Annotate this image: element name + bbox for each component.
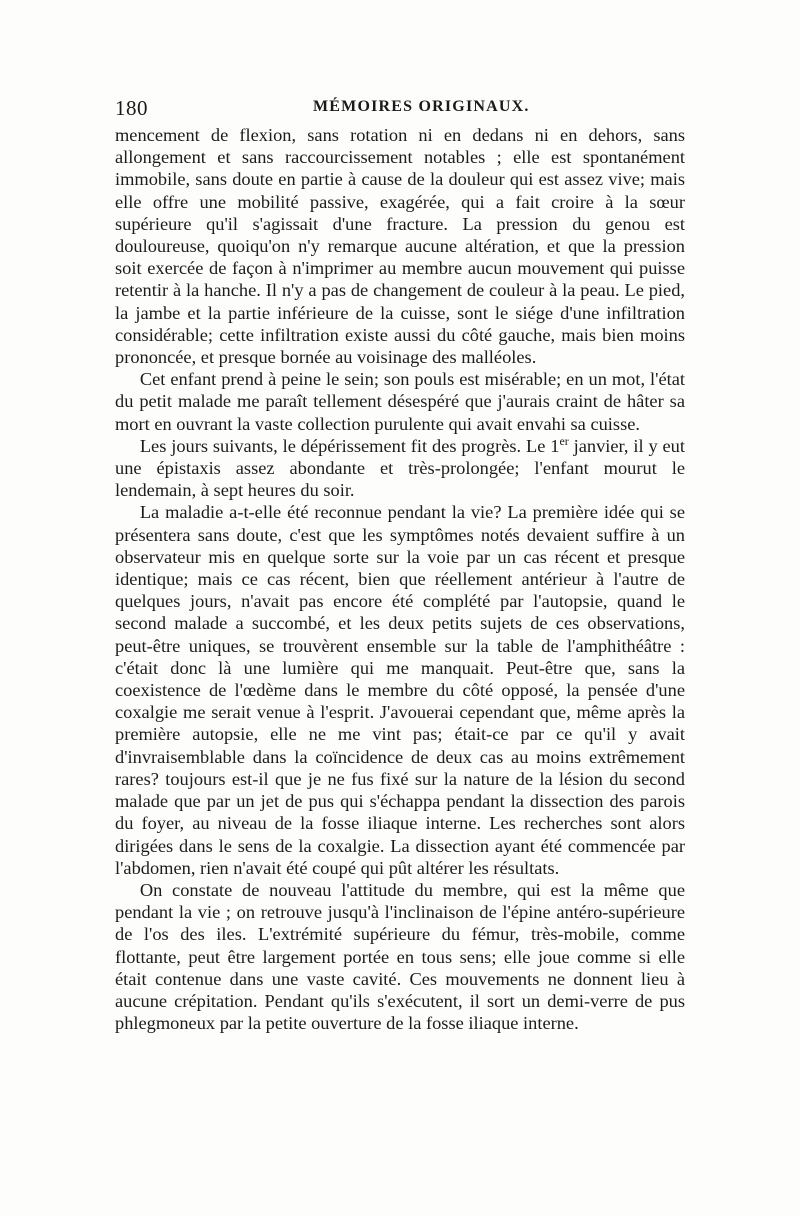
running-title: MÉMOIRES ORIGINAUX. [313, 98, 530, 115]
paragraph: Cet enfant prend à peine le sein; son pouls est misérable; en un mot, l'état du petit malade me paraît tellement désespéré que j'aurais craint de hâter sa mort en ouvrant la vaste collection purulente qui avait envahi sa cuisse. [115, 369, 685, 434]
paragraph: La maladie a-t-elle été reconnue pendant la vie? La première idée qui se présentera sans doute, c'est que les symptômes notés devaient suffire à un observateur mis en quelque sorte sur la voie par un cas récent et presque identique; mais ce cas récent, bien que réellement antérieur à l'autre de quelques jours, n'avait pas encore été complété par l'autopsie, quand le second malade a succombé, et les deux petits sujets de ces observations, peut-être uniques, se trouvèrent ensemble sur la table de l'amphithéâtre : c'était donc là une lumière qui me manquait. Peut-être que, sans la coexistence de l'œdème dans le membre du côté opposé, la pensée d'une coxalgie me serait venue à l'esprit. J'avouerai cependant que, même après la première autopsie, elle ne me vint pas; était-ce par ce qu'il y avait d'invraisemblable dans la coïncidence de deux cas au moins extrêmement rares? toujours est-il que je ne fus fixé sur la nature de la lésion du second malade que par un jet de pus qui s'échappa pendant la dissection des parois du foyer, au niveau de la fosse iliaque interne. Les recherches sont alors dirigées dans le sens de la coxalgie. La dissection ayant été commencée par l'abdomen, rien n'avait été coupé qui pût altérer les résultats. [115, 502, 685, 878]
paragraph-continuation: mencement de flexion, sans rotation ni en dedans ni en dehors, sans allongement et sans raccourcissement notables ; elle est spontanément immobile, sans doute en partie à cause de la douleur qui est assez vive; mais elle offre une mobilité passive, exagérée, qui a fait croire à la sœur supérieure qu'il s'agissait d'une fracture. La pression du genou est douloureuse, quoiqu'on n'y remarque aucune altération, et que la pression soit exercée de façon à n'imprimer au membre aucun mouvement qui puisse retentir à la hanche. Il n'y a pas de changement de couleur à la peau. Le pied, la jambe et la partie inférieure de la cuisse, sont le siége d'une infiltration considérable; cette infiltration existe aussi du côté gauche, mais bien moins prononcée, et presque bornée au voisinage des malléoles. [115, 125, 685, 368]
page-header [115, 96, 685, 122]
page-number: 180 [115, 96, 148, 120]
paragraph-text: janvier, il y eut une épistaxis assez abondante et très-prolongée; l'enfant mourut le lendemain, à sept heures du soir. [115, 435, 685, 501]
paragraph: On constate de nouveau l'attitude du membre, qui est la même que pendant la vie ; on retrouve jusqu'à l'inclinaison de l'épine antéro-supérieure de l'os des iles. L'extrémité supérieure du fémur, très-mobile, comme flottante, peut être largement portée en tous sens; elle joue comme si elle était contenue dans une vaste cavité. Ces mouvements ne donnent lieu à aucune crépitation. Pendant qu'ils s'exécutent, il sort un demi-verre de pus phlegmoneux par la petite ouverture de la fosse iliaque interne. [115, 879, 685, 1034]
ordinal-superscript: er [559, 433, 569, 448]
paragraph [115, 435, 685, 502]
paragraph-text: Les jours suivants, le dépérissement fit des progrès. Le 1 [139, 435, 560, 456]
body-text [115, 124, 685, 1034]
